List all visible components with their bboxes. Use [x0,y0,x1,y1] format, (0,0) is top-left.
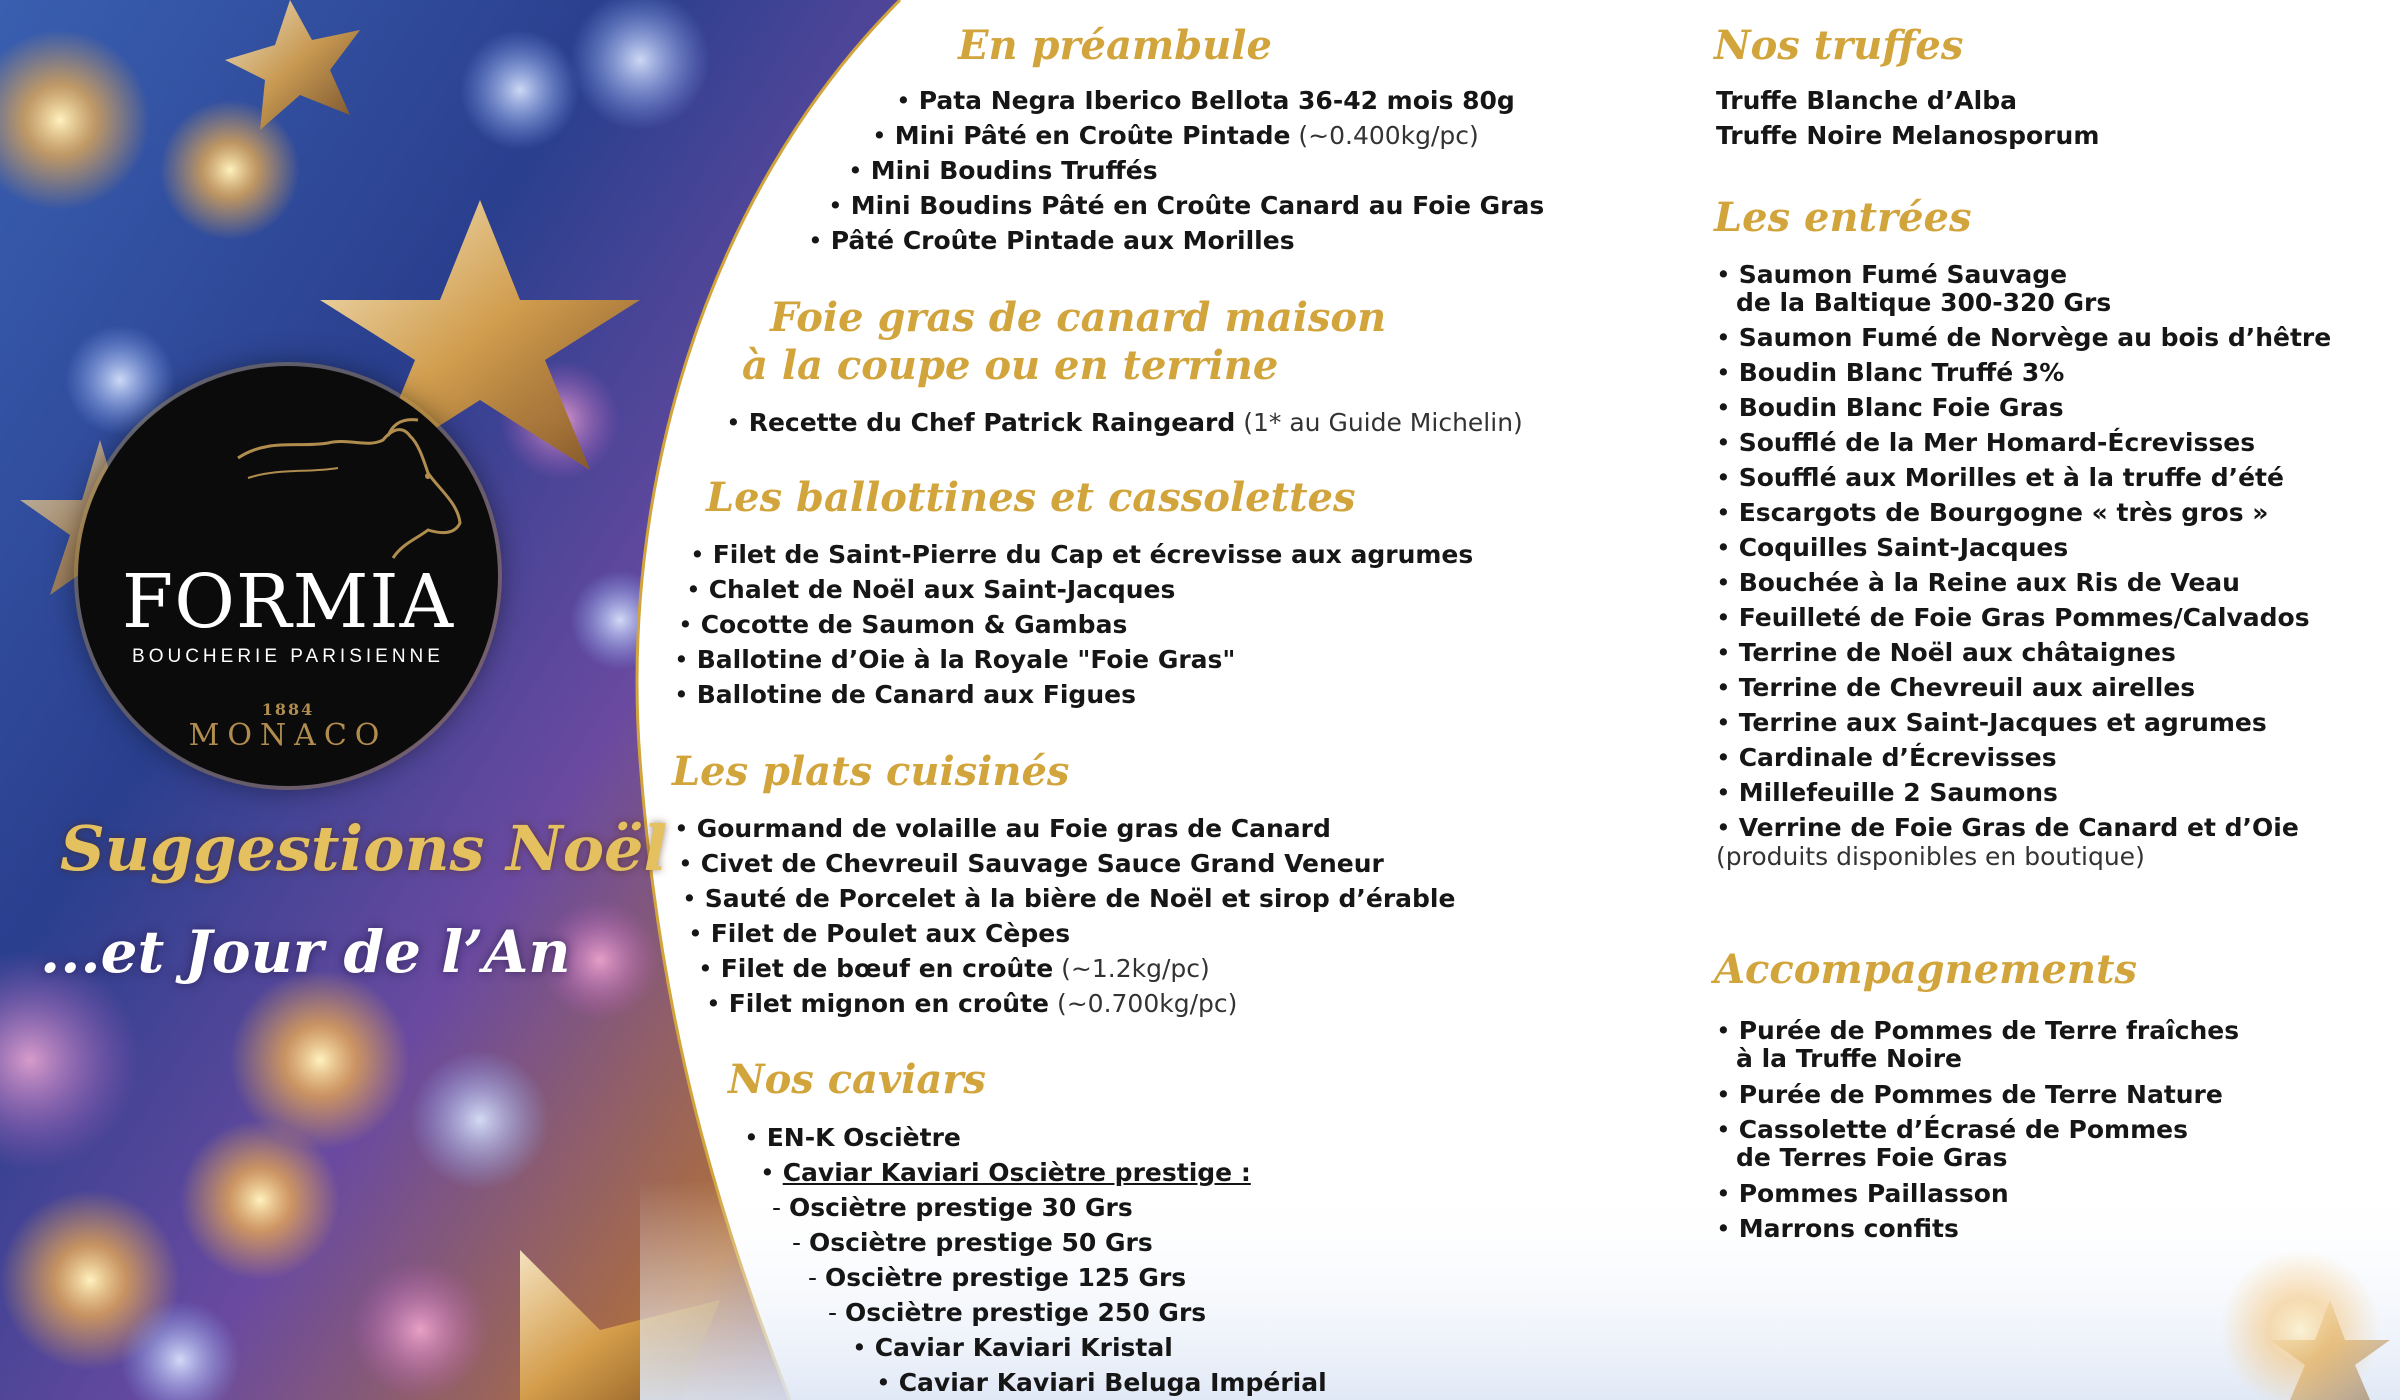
brand-tagline: BOUCHERIE PARISIENNE [132,646,444,667]
list-item: • Soufflé de la Mer Homard-Écrevisses [1716,428,2256,457]
list-item: • Millefeuille 2 Saumons [1716,778,2058,807]
list-item: • Terrine de Chevreuil aux airelles [1716,673,2196,702]
list-item: • Pommes Paillasson [1716,1179,2009,1208]
section-title-ballottines: Les ballottines et cassolettes [706,474,1356,521]
availability-note: (produits disponibles en boutique) [1716,842,2145,871]
list-item: • Purée de Pommes de Terre Nature [1716,1080,2223,1109]
list-item: • Escargots de Bourgogne « très gros » [1716,498,2269,527]
section-title-foie-gras-line2: à la coupe ou en terrine [742,342,1279,389]
list-item: • EN-K Osciètre [744,1123,961,1152]
list-item: • Coquilles Saint-Jacques [1716,533,2069,562]
list-item: • Terrine aux Saint-Jacques et agrumes [1716,708,2267,737]
section-title-preambule: En préambule [958,22,1272,69]
list-item: • Soufflé aux Morilles et à la truffe d’été [1716,463,2284,492]
headline-jour-de-lan: ...et Jour de l’An [40,918,571,986]
list-item: - Osciètre prestige 250 Grs [828,1298,1207,1327]
list-item: • Caviar Kaviari Osciètre prestige : [760,1158,1251,1187]
list-item: - Osciètre prestige 50 Grs [792,1228,1153,1257]
section-title-accompagnements: Accompagnements [1714,946,2137,993]
list-item: • Ballotine de Canard aux Figues [674,680,1136,709]
list-item: • Cassolette d’Écrasé de Pommes [1716,1115,2188,1144]
list-item: • Sauté de Porcelet à la bière de Noël et sirop d’érable [682,884,1456,913]
brand-name: FORMIA [121,559,455,645]
list-item: • Mini Pâté en Croûte Pintade (~0.400kg/pc) [872,121,1479,150]
list-item: • Recette du Chef Patrick Raingeard (1* au Guide Michelin) [726,408,1523,437]
list-item: • Boudin Blanc Foie Gras [1716,393,2064,422]
list-item: • Civet de Chevreuil Sauvage Sauce Grand Veneur [678,849,1384,878]
list-item: • Gourmand de volaille au Foie gras de Canard [674,814,1331,843]
list-item: • Purée de Pommes de Terre fraîches [1716,1016,2240,1045]
list-item: • Caviar Kaviari Kristal [852,1333,1173,1362]
list-item: • Cocotte de Saumon & Gambas [678,610,1128,639]
list-item: • Bouchée à la Reine aux Ris de Veau [1716,568,2240,597]
list-item: Truffe Noire Melanosporum [1716,121,2100,150]
list-item: • Cardinale d’Écrevisses [1716,743,2057,772]
section-title-caviars: Nos caviars [728,1056,986,1103]
list-item: • Filet de bœuf en croûte (~1.2kg/pc) [698,954,1210,983]
list-item: • Terrine de Noël aux châtaignes [1716,638,2176,667]
list-item: • Marrons confits [1716,1214,1959,1243]
list-item: • Mini Boudins Pâté en Croûte Canard au Foie Gras [828,191,1545,220]
list-item: • Ballotine d’Oie à la Royale "Foie Gras" [674,645,1236,674]
list-item: • Filet de Saint-Pierre du Cap et écrevisse aux agrumes [690,540,1474,569]
list-item-continuation: à la Truffe Noire [1736,1044,1963,1073]
section-title-plats: Les plats cuisinés [672,748,1070,795]
list-item: • Chalet de Noël aux Saint-Jacques [686,575,1176,604]
brand-city: MONACO [188,718,388,753]
headline-suggestions: Suggestions Noël [60,812,668,885]
list-item: • Filet de Poulet aux Cèpes [688,919,1071,948]
list-item: • Verrine de Foie Gras de Canard et d’Oie [1716,813,2299,842]
section-title-foie-gras: Foie gras de canard maison [770,294,1387,341]
list-item: • Filet mignon en croûte (~0.700kg/pc) [706,989,1238,1018]
list-item: • Pata Negra Iberico Bellota 36-42 mois 80g [896,86,1515,115]
list-item: • Boudin Blanc Truffé 3% [1716,358,2065,387]
list-item: • Pâté Croûte Pintade aux Morilles [808,226,1295,255]
list-item: • Caviar Kaviari Beluga Impérial [876,1368,1327,1397]
brand-logo [78,366,498,786]
list-item-continuation: de la Baltique 300-320 Grs [1736,288,2112,317]
brand-year: 1884 [261,700,315,719]
list-item: • Saumon Fumé de Norvège au bois d’hêtre [1716,323,2332,352]
list-item: Truffe Blanche d’Alba [1716,86,2017,115]
list-item-continuation: de Terres Foie Gras [1736,1143,2008,1172]
list-item: • Feuilleté de Foie Gras Pommes/Calvados [1716,603,2310,632]
list-item: • Saumon Fumé Sauvage [1716,260,2068,289]
list-item: - Osciètre prestige 30 Grs [772,1193,1133,1222]
list-item: • Mini Boudins Truffés [848,156,1158,185]
bull-icon [228,418,478,568]
section-title-entrees: Les entrées [1714,194,1972,241]
list-item: - Osciètre prestige 125 Grs [808,1263,1187,1292]
section-title-truffes: Nos truffes [1714,22,1964,69]
